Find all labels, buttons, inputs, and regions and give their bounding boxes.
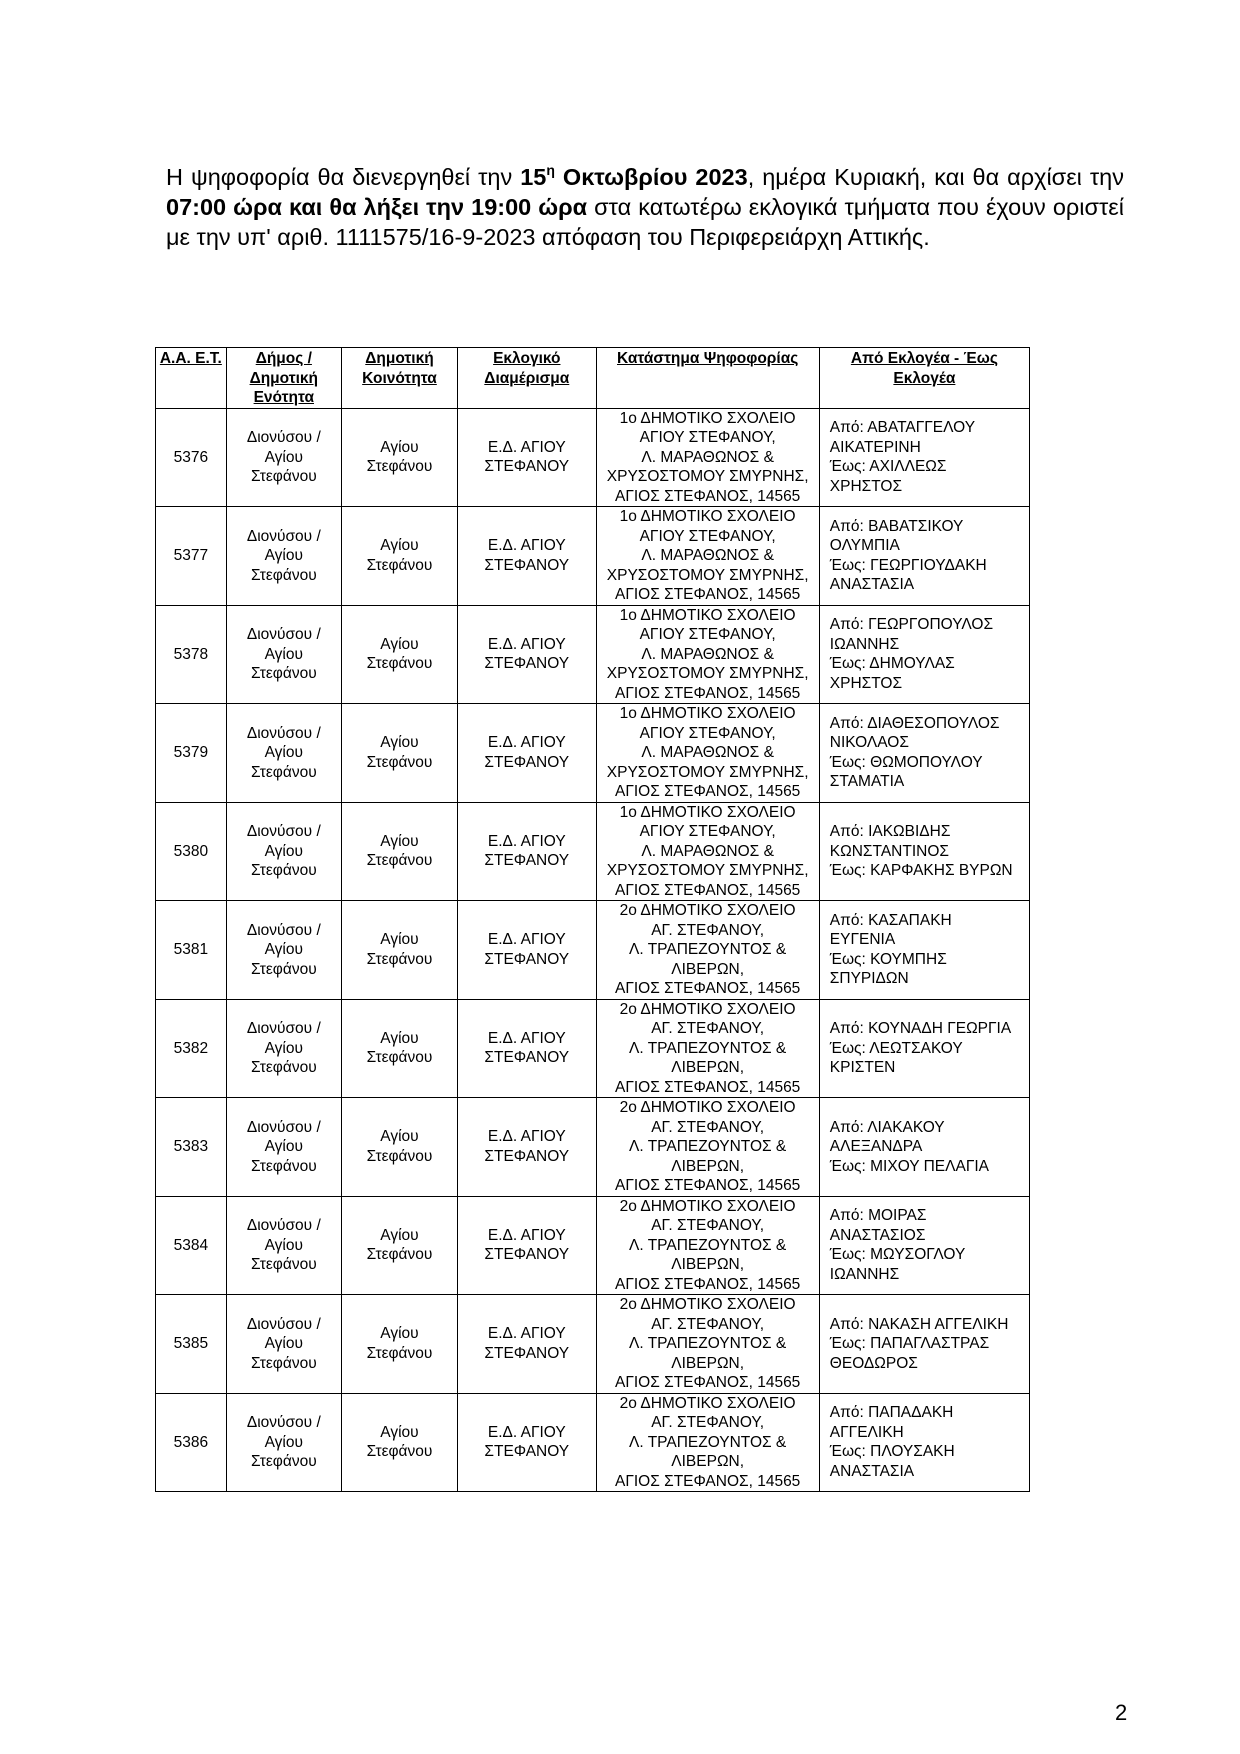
cell-dimos-line: Αγίου [264, 1236, 303, 1254]
cell-dimos-line: Στεφάνου [250, 468, 317, 485]
cell-koinotita-line: Στεφάνου [366, 753, 433, 771]
cell-ekloges-line: ΑΝΑΣΤΑΣΙΟΣ [829, 1226, 926, 1244]
cell-katastima-line: Λ. ΤΡΑΠΕΖΟΥΝΤΟΣ & [629, 1433, 787, 1451]
cell-dimos-line: Αγίου [264, 547, 303, 564]
cell-katastima-line: 2ο ΔΗΜΟΤΙΚΟ ΣΧΟΛΕΙΟ [619, 1099, 796, 1116]
table-row [156, 802, 1030, 901]
cell-diamerisma-line: ΣΤΕΦΑΝΟΥ [484, 852, 570, 870]
cell-katastima-line: Λ. ΜΑΡΑΘΩΝΟΣ & [641, 744, 774, 761]
intro-month-year: Οκτωβρίου 2023 [554, 164, 748, 190]
cell-katastima-line: ΑΓΙΟΣ ΣΤΕΦΑΝΟΣ, 14565 [614, 980, 801, 997]
cell-ekloges-line: Από: ΔΙΑΘΕΣΟΠΟΥΛΟΣ [829, 714, 1000, 732]
cell-dimos-line: Αγίου [264, 744, 303, 761]
cell-koinotita-line: Στεφάνου [366, 1147, 433, 1165]
cell-katastima-line: ΛΙΒΕΡΩΝ, [671, 1354, 745, 1372]
cell-ekloges-line: ΙΩΑΝΝΗΣ [829, 635, 900, 653]
cell-katastima-line: ΑΓΙΟΥ ΣΤΕΦΑΝΟΥ, [639, 626, 776, 643]
cell-ekloges [819, 1098, 1029, 1197]
cell-aa: 5380 [156, 802, 227, 901]
cell-dimos-line: Στεφάνου [250, 1354, 317, 1372]
cell-dimos-line: Διονύσου / [246, 527, 321, 545]
cell-ekloges [819, 704, 1029, 803]
cell-koinotita-line: Αγίου [380, 537, 419, 555]
cell-ekloges [819, 1196, 1029, 1295]
cell-katastima-line: 1ο ΔΗΜΟΤΙΚΟ ΣΧΟΛΕΙΟ [619, 803, 796, 821]
cell-diamerisma-line: ΣΤΕΦΑΝΟΥ [484, 458, 570, 476]
cell-diamerisma [458, 1295, 596, 1394]
cell-diamerisma-line: ΣΤΕΦΑΝΟΥ [484, 1443, 570, 1461]
cell-katastima-line: ΑΓ. ΣΤΕΦΑΝΟΥ, [651, 1217, 765, 1234]
cell-ekloges-line: ΑΛΕΞΑΝΔΡΑ [829, 1138, 923, 1155]
cell-ekloges-line: Έως: ΘΩΜΟΠΟΥΛΟΥ [829, 753, 983, 771]
cell-dimos-line: Διονύσου / [246, 1020, 321, 1037]
cell-katastima-line: ΑΓ. ΣΤΕΦΑΝΟΥ, [651, 1315, 765, 1333]
cell-dimos [226, 1098, 341, 1197]
cell-koinotita-line: Στεφάνου [366, 1443, 433, 1461]
table-row [156, 1098, 1030, 1197]
cell-katastima-line: ΛΙΒΕΡΩΝ, [671, 1157, 745, 1175]
cell-dimos [226, 605, 341, 704]
intro-day-suffix: η [546, 162, 555, 178]
cell-aa: 5383 [156, 1098, 227, 1197]
cell-ekloges-line: Έως: ΜΙΧΟΥ ΠΕΛΑΓΙΑ [829, 1157, 990, 1175]
cell-ekloges-line: Έως: ΓΕΩΡΓΙΟΥΔΑΚΗ [829, 556, 987, 574]
cell-katastima [596, 1295, 819, 1394]
cell-katastima [596, 999, 819, 1098]
cell-dimos-line: Αγίου [264, 448, 303, 466]
cell-ekloges-line: Από: ΚΑΣΑΠΑΚΗ [829, 911, 952, 929]
cell-dimos [226, 1393, 341, 1492]
cell-katastima-line: ΑΓΙΟΥ ΣΤΕΦΑΝΟΥ, [639, 724, 776, 742]
cell-diamerisma-line: Ε.Δ. ΑΓΙΟΥ [487, 635, 566, 653]
cell-dimos [226, 704, 341, 803]
table-row [156, 1295, 1030, 1394]
cell-katastima-line: Λ. ΜΑΡΑΘΩΝΟΣ & [641, 448, 774, 466]
cell-katastima-line: Λ. ΜΑΡΑΘΩΝΟΣ & [641, 547, 774, 564]
cell-katastima-line: ΑΓΙΟΣ ΣΤΕΦΑΝΟΣ, 14565 [614, 1374, 801, 1391]
cell-ekloges-line: Από: ΚΟΥΝΑΔΗ ΓΕΩΡΓΙΑ [829, 1020, 1012, 1037]
cell-ekloges-line: Έως: ΜΩΥΣΟΓΛΟΥ [829, 1246, 966, 1264]
cell-diamerisma [458, 1098, 596, 1197]
cell-katastima-line: ΛΙΒΕΡΩΝ, [671, 1059, 745, 1076]
cell-koinotita-line: Αγίου [380, 734, 419, 752]
cell-koinotita-line: Αγίου [380, 1226, 419, 1244]
header-katastima: Κατάστημα Ψηφοφορίας [596, 348, 819, 409]
table-row [156, 999, 1030, 1098]
cell-aa: 5385 [156, 1295, 227, 1394]
cell-koinotita-line: Στεφάνου [366, 1344, 433, 1362]
cell-dimos-line: Στεφάνου [250, 960, 317, 978]
cell-diamerisma-line: Ε.Δ. ΑΓΙΟΥ [487, 832, 566, 850]
cell-diamerisma-line: ΣΤΕΦΑΝΟΥ [484, 655, 570, 673]
cell-dimos-line: Αγίου [264, 941, 303, 958]
cell-ekloges-line: ΝΙΚΟΛΑΟΣ [829, 734, 909, 752]
cell-ekloges-line: Από: ΜΟΙΡΑΣ [829, 1207, 927, 1225]
cell-ekloges-line: ΧΡΗΣΤΟΣ [829, 477, 903, 495]
cell-ekloges-line: ΑΝΑΣΤΑΣΙΑ [829, 1462, 915, 1480]
cell-dimos [226, 901, 341, 1000]
cell-katastima-line: ΑΓΙΟΣ ΣΤΕΦΑΝΟΣ, 14565 [614, 783, 801, 800]
cell-ekloges-line: ΑΓΓΕΛΙΚΗ [829, 1423, 904, 1441]
cell-ekloges-line: Έως: ΑΧΙΛΛΕΩΣ [829, 458, 947, 476]
cell-ekloges-line: ΟΛΥΜΠΙΑ [829, 537, 900, 555]
cell-katastima [596, 802, 819, 901]
cell-diamerisma [458, 999, 596, 1098]
cell-ekloges [819, 901, 1029, 1000]
cell-dimos-line: Διονύσου / [246, 823, 321, 840]
intro-hours: 07:00 ώρα και θα λήξει την 19:00 ώρα [166, 194, 588, 220]
cell-koinotita [341, 1098, 457, 1197]
cell-ekloges-line: ΣΠΥΡΙΔΩΝ [829, 970, 909, 988]
cell-katastima [596, 1196, 819, 1295]
cell-koinotita-line: Αγίου [380, 438, 419, 456]
cell-koinotita-line: Αγίου [380, 635, 419, 653]
intro-day [520, 164, 747, 190]
cell-katastima-line: ΧΡΥΣΟΣΤΟΜΟΥ ΣΜΥΡΝΗΣ, [606, 763, 809, 781]
cell-katastima-line: ΛΙΒΕΡΩΝ, [671, 1256, 745, 1273]
header-ekloges: Από Εκλογέα - Έως Εκλογέα [819, 348, 1029, 409]
table-row [156, 704, 1030, 803]
cell-aa: 5379 [156, 704, 227, 803]
cell-koinotita-line: Αγίου [380, 1423, 419, 1441]
polling-stations-table [155, 347, 1030, 1492]
cell-diamerisma [458, 802, 596, 901]
cell-koinotita [341, 802, 457, 901]
table-header-row [156, 348, 1030, 409]
cell-ekloges-line: ΣΤΑΜΑΤΙΑ [829, 773, 905, 791]
cell-ekloges-line: ΘΕΟΔΩΡΟΣ [829, 1354, 918, 1372]
header-aa: Α.Α. Ε.Τ. [156, 348, 227, 409]
cell-diamerisma-line: Ε.Δ. ΑΓΙΟΥ [487, 931, 566, 949]
cell-diamerisma-line: Ε.Δ. ΑΓΙΟΥ [487, 1325, 566, 1343]
cell-katastima-line: ΛΙΒΕΡΩΝ, [671, 960, 745, 978]
cell-katastima-line: 2ο ΔΗΜΟΤΙΚΟ ΣΧΟΛΕΙΟ [619, 1000, 796, 1018]
cell-aa: 5384 [156, 1196, 227, 1295]
cell-ekloges-line: Έως: ΠΛΟΥΣΑΚΗ [829, 1443, 955, 1461]
cell-diamerisma [458, 605, 596, 704]
table-body [156, 408, 1030, 1492]
cell-katastima-line: 2ο ΔΗΜΟΤΙΚΟ ΣΧΟΛΕΙΟ [619, 902, 796, 919]
cell-ekloges [819, 999, 1029, 1098]
cell-ekloges-line: ΙΩΑΝΝΗΣ [829, 1265, 900, 1283]
cell-koinotita [341, 901, 457, 1000]
cell-katastima-line: Λ. ΜΑΡΑΘΩΝΟΣ & [641, 645, 774, 663]
cell-diamerisma-line: ΣΤΕΦΑΝΟΥ [484, 1246, 570, 1264]
cell-koinotita [341, 704, 457, 803]
cell-katastima-line: ΧΡΥΣΟΣΤΟΜΟΥ ΣΜΥΡΝΗΣ, [606, 468, 809, 485]
cell-dimos-line: Αγίου [264, 1433, 303, 1451]
cell-katastima [596, 408, 819, 507]
cell-katastima-line: 1ο ΔΗΜΟΤΙΚΟ ΣΧΟΛΕΙΟ [619, 409, 796, 427]
cell-dimos-line: Αγίου [264, 1138, 303, 1155]
cell-dimos-line: Στεφάνου [250, 862, 317, 879]
cell-ekloges-line: Από: ΓΕΩΡΓΟΠΟΥΛΟΣ [829, 616, 994, 634]
table-row [156, 901, 1030, 1000]
cell-ekloges-line: Έως: ΚΑΡΦΑΚΗΣ ΒΥΡΩΝ [829, 862, 1013, 879]
cell-ekloges-line: ΑΝΑΣΤΑΣΙΑ [829, 576, 915, 594]
cell-dimos-line: Διονύσου / [246, 1217, 321, 1234]
cell-katastima-line: ΧΡΥΣΟΣΤΟΜΟΥ ΣΜΥΡΝΗΣ, [606, 665, 809, 682]
cell-katastima-line: Λ. ΤΡΑΠΕΖΟΥΝΤΟΣ & [629, 1335, 787, 1352]
cell-ekloges-line: Από: ΝΑΚΑΣΗ ΑΓΓΕΛΙΚΗ [829, 1315, 1009, 1333]
cell-aa: 5382 [156, 999, 227, 1098]
cell-diamerisma [458, 1196, 596, 1295]
cell-ekloges-line: Από: ΠΑΠΑΔΑΚΗ [829, 1404, 954, 1422]
page-number: 2 [1115, 1700, 1128, 1725]
cell-katastima-line: ΑΓΙΟΣ ΣΤΕΦΑΝΟΣ, 14565 [614, 586, 801, 603]
cell-ekloges-line: Από: ΒΑΒΑΤΣΙΚΟΥ [829, 517, 964, 535]
cell-koinotita-line: Αγίου [380, 1128, 419, 1146]
cell-ekloges-line: ΚΡΙΣΤΕΝ [829, 1059, 896, 1076]
cell-diamerisma-line: Ε.Δ. ΑΓΙΟΥ [487, 734, 566, 752]
cell-katastima-line: ΑΓΙΟΣ ΣΤΕΦΑΝΟΣ, 14565 [614, 487, 801, 505]
cell-dimos-line: Διονύσου / [246, 921, 321, 939]
cell-diamerisma [458, 408, 596, 507]
cell-dimos-line: Στεφάνου [250, 1453, 317, 1470]
cell-katastima-line: 1ο ΔΗΜΟΤΙΚΟ ΣΧΟΛΕΙΟ [619, 508, 796, 525]
cell-ekloges [819, 1295, 1029, 1394]
cell-aa: 5376 [156, 408, 227, 507]
cell-katastima-line: Λ. ΤΡΑΠΕΖΟΥΝΤΟΣ & [629, 1039, 787, 1057]
cell-katastima-line: Λ. ΤΡΑΠΕΖΟΥΝΤΟΣ & [629, 1138, 787, 1155]
cell-diamerisma-line: ΣΤΕΦΑΝΟΥ [484, 950, 570, 968]
cell-katastima [596, 1393, 819, 1492]
cell-ekloges-line: ΚΩΝΣΤΑΝΤΙΝΟΣ [829, 842, 949, 860]
cell-dimos-line: Στεφάνου [250, 1256, 317, 1273]
cell-ekloges-line: Από: ΑΒΑΤΑΓΓΕΛΟΥ [829, 419, 976, 437]
cell-diamerisma [458, 901, 596, 1000]
cell-dimos-line: Διονύσου / [246, 1118, 321, 1136]
cell-katastima-line: 2ο ΔΗΜΟΤΙΚΟ ΣΧΟΛΕΙΟ [619, 1197, 796, 1215]
cell-katastima-line: ΑΓΙΟΥ ΣΤΕΦΑΝΟΥ, [639, 429, 776, 446]
cell-katastima-line: ΑΓΙΟΥ ΣΤΕΦΑΝΟΥ, [639, 823, 776, 840]
table-row [156, 507, 1030, 606]
cell-dimos [226, 802, 341, 901]
cell-dimos [226, 408, 341, 507]
cell-katastima [596, 507, 819, 606]
cell-ekloges-line: ΧΡΗΣΤΟΣ [829, 674, 903, 692]
table-row [156, 408, 1030, 507]
intro-text-3: , ημέρα Κυριακή, και θα αρχίσει την [747, 164, 1124, 190]
cell-koinotita-line: Στεφάνου [366, 1049, 433, 1067]
cell-ekloges-line: ΑΙΚΑΤΕΡΙΝΗ [829, 438, 921, 456]
cell-katastima-line: ΛΙΒΕΡΩΝ, [671, 1453, 745, 1470]
cell-koinotita [341, 507, 457, 606]
cell-dimos-line: Αγίου [264, 842, 303, 860]
cell-ekloges [819, 605, 1029, 704]
cell-katastima-line: 2ο ΔΗΜΟΤΙΚΟ ΣΧΟΛΕΙΟ [619, 1296, 796, 1313]
cell-aa: 5377 [156, 507, 227, 606]
cell-dimos-line: Αγίου [264, 1039, 303, 1057]
cell-diamerisma-line: Ε.Δ. ΑΓΙΟΥ [487, 1128, 566, 1146]
cell-koinotita-line: Στεφάνου [366, 458, 433, 476]
cell-diamerisma-line: Ε.Δ. ΑΓΙΟΥ [487, 1029, 566, 1047]
cell-ekloges [819, 408, 1029, 507]
cell-dimos-line: Στεφάνου [250, 763, 317, 781]
cell-katastima-line: 1ο ΔΗΜΟΤΙΚΟ ΣΧΟΛΕΙΟ [619, 606, 796, 624]
cell-koinotita-line: Αγίου [380, 931, 419, 949]
cell-katastima-line: ΑΓΙΟΥ ΣΤΕΦΑΝΟΥ, [639, 527, 776, 545]
table-row [156, 605, 1030, 704]
intro-text-5: στα κατωτέρω εκλογικά τμήματα που έχουν οριστεί με την υπ' αριθ. 1111575/16-9-2023 απόφαση του Περιφερειάρχη Αττικής. [166, 194, 1124, 250]
cell-dimos-line: Στεφάνου [250, 665, 317, 682]
table-row [156, 1196, 1030, 1295]
cell-ekloges [819, 802, 1029, 901]
cell-koinotita [341, 408, 457, 507]
cell-aa: 5386 [156, 1393, 227, 1492]
cell-diamerisma-line: Ε.Δ. ΑΓΙΟΥ [487, 537, 566, 555]
cell-katastima-line: ΑΓΙΟΣ ΣΤΕΦΑΝΟΣ, 14565 [614, 881, 801, 899]
cell-koinotita-line: Στεφάνου [366, 852, 433, 870]
cell-ekloges-line: Από: ΛΙΑΚΑΚΟΥ [829, 1118, 945, 1136]
cell-koinotita-line: Στεφάνου [366, 556, 433, 574]
cell-dimos-line: Στεφάνου [250, 1059, 317, 1076]
cell-dimos [226, 1196, 341, 1295]
cell-koinotita-line: Αγίου [380, 1325, 419, 1343]
cell-ekloges-line: Έως: ΚΟΥΜΠΗΣ [829, 950, 947, 968]
cell-katastima-line: Λ. ΤΡΑΠΕΖΟΥΝΤΟΣ & [629, 941, 787, 958]
cell-koinotita-line: Αγίου [380, 1029, 419, 1047]
cell-dimos-line: Διονύσου / [246, 724, 321, 742]
cell-diamerisma [458, 507, 596, 606]
cell-dimos [226, 507, 341, 606]
cell-katastima-line: ΑΓΙΟΣ ΣΤΕΦΑΝΟΣ, 14565 [614, 684, 801, 702]
header-diamerisma: Εκλογικό Διαμέρισμα [458, 348, 596, 409]
cell-ekloges-line: Έως: ΠΑΠΑΓΛΑΣΤΡΑΣ [829, 1335, 990, 1352]
cell-aa: 5378 [156, 605, 227, 704]
cell-ekloges-line: ΕΥΓΕΝΙΑ [829, 931, 896, 949]
cell-dimos-line: Διονύσου / [246, 429, 321, 446]
cell-dimos-line: Στεφάνου [250, 1157, 317, 1175]
cell-diamerisma [458, 704, 596, 803]
cell-diamerisma-line: Ε.Δ. ΑΓΙΟΥ [487, 1423, 566, 1441]
cell-katastima-line: ΑΓΙΟΣ ΣΤΕΦΑΝΟΣ, 14565 [614, 1177, 801, 1194]
cell-koinotita [341, 999, 457, 1098]
cell-ekloges [819, 507, 1029, 606]
cell-diamerisma-line: Ε.Δ. ΑΓΙΟΥ [487, 438, 566, 456]
cell-katastima-line: Λ. ΜΑΡΑΘΩΝΟΣ & [641, 842, 774, 860]
cell-katastima-line: 1ο ΔΗΜΟΤΙΚΟ ΣΧΟΛΕΙΟ [619, 705, 796, 722]
cell-katastima [596, 605, 819, 704]
cell-katastima-line: ΑΓΙΟΣ ΣΤΕΦΑΝΟΣ, 14565 [614, 1275, 801, 1293]
cell-dimos-line: Αγίου [264, 1335, 303, 1352]
cell-diamerisma-line: ΣΤΕΦΑΝΟΥ [484, 753, 570, 771]
table-row [156, 1393, 1030, 1492]
cell-diamerisma [458, 1393, 596, 1492]
cell-katastima-line: ΑΓΙΟΣ ΣΤΕΦΑΝΟΣ, 14565 [614, 1078, 801, 1096]
cell-diamerisma-line: ΣΤΕΦΑΝΟΥ [484, 556, 570, 574]
cell-katastima-line: 2ο ΔΗΜΟΤΙΚΟ ΣΧΟΛΕΙΟ [619, 1394, 796, 1412]
cell-katastima-line: ΧΡΥΣΟΣΤΟΜΟΥ ΣΜΥΡΝΗΣ, [606, 566, 809, 584]
cell-koinotita-line: Στεφάνου [366, 655, 433, 673]
cell-diamerisma-line: ΣΤΕΦΑΝΟΥ [484, 1147, 570, 1165]
cell-katastima-line: ΑΓ. ΣΤΕΦΑΝΟΥ, [651, 1020, 765, 1037]
cell-koinotita-line: Στεφάνου [366, 1246, 433, 1264]
cell-katastima-line: ΑΓΙΟΣ ΣΤΕΦΑΝΟΣ, 14565 [614, 1472, 801, 1490]
cell-katastima [596, 901, 819, 1000]
cell-diamerisma-line: ΣΤΕΦΑΝΟΥ [484, 1049, 570, 1067]
cell-diamerisma-line: ΣΤΕΦΑΝΟΥ [484, 1344, 570, 1362]
intro-day-number: 15 [520, 164, 547, 190]
intro-text-1: Η ψηφοφορία θα διενεργηθεί την [166, 164, 521, 190]
cell-katastima [596, 704, 819, 803]
cell-katastima-line: ΑΓ. ΣΤΕΦΑΝΟΥ, [651, 1118, 765, 1136]
header-koinotita: Δημοτική Κοινότητα [341, 348, 457, 409]
cell-koinotita [341, 1196, 457, 1295]
cell-dimos-line: Στεφάνου [250, 566, 317, 584]
cell-katastima-line: ΧΡΥΣΟΣΤΟΜΟΥ ΣΜΥΡΝΗΣ, [606, 862, 809, 879]
cell-dimos [226, 999, 341, 1098]
cell-ekloges-line: Από: ΙΑΚΩΒΙΔΗΣ [829, 823, 951, 840]
cell-koinotita [341, 1295, 457, 1394]
cell-katastima-line: ΑΓ. ΣΤΕΦΑΝΟΥ, [651, 1414, 765, 1431]
cell-aa: 5381 [156, 901, 227, 1000]
cell-diamerisma-line: Ε.Δ. ΑΓΙΟΥ [487, 1226, 566, 1244]
cell-dimos-line: Διονύσου / [246, 1414, 321, 1431]
cell-dimos [226, 1295, 341, 1394]
cell-katastima [596, 1098, 819, 1197]
cell-ekloges-line: Έως: ΛΕΩΤΣΑΚΟΥ [829, 1039, 963, 1057]
cell-koinotita [341, 1393, 457, 1492]
cell-koinotita-line: Αγίου [380, 832, 419, 850]
cell-katastima-line: Λ. ΤΡΑΠΕΖΟΥΝΤΟΣ & [629, 1236, 787, 1254]
intro-paragraph [166, 162, 1124, 252]
cell-dimos-line: Διονύσου / [246, 1315, 321, 1333]
cell-katastima-line: ΑΓ. ΣΤΕΦΑΝΟΥ, [651, 921, 765, 939]
header-dimos: Δήμος / Δημοτική Ενότητα [226, 348, 341, 409]
cell-dimos-line: Αγίου [264, 645, 303, 663]
cell-ekloges [819, 1393, 1029, 1492]
cell-ekloges-line: Έως: ΔΗΜΟΥΛΑΣ [829, 655, 955, 673]
cell-koinotita [341, 605, 457, 704]
table-header [156, 348, 1030, 409]
cell-koinotita-line: Στεφάνου [366, 950, 433, 968]
cell-dimos-line: Διονύσου / [246, 626, 321, 643]
